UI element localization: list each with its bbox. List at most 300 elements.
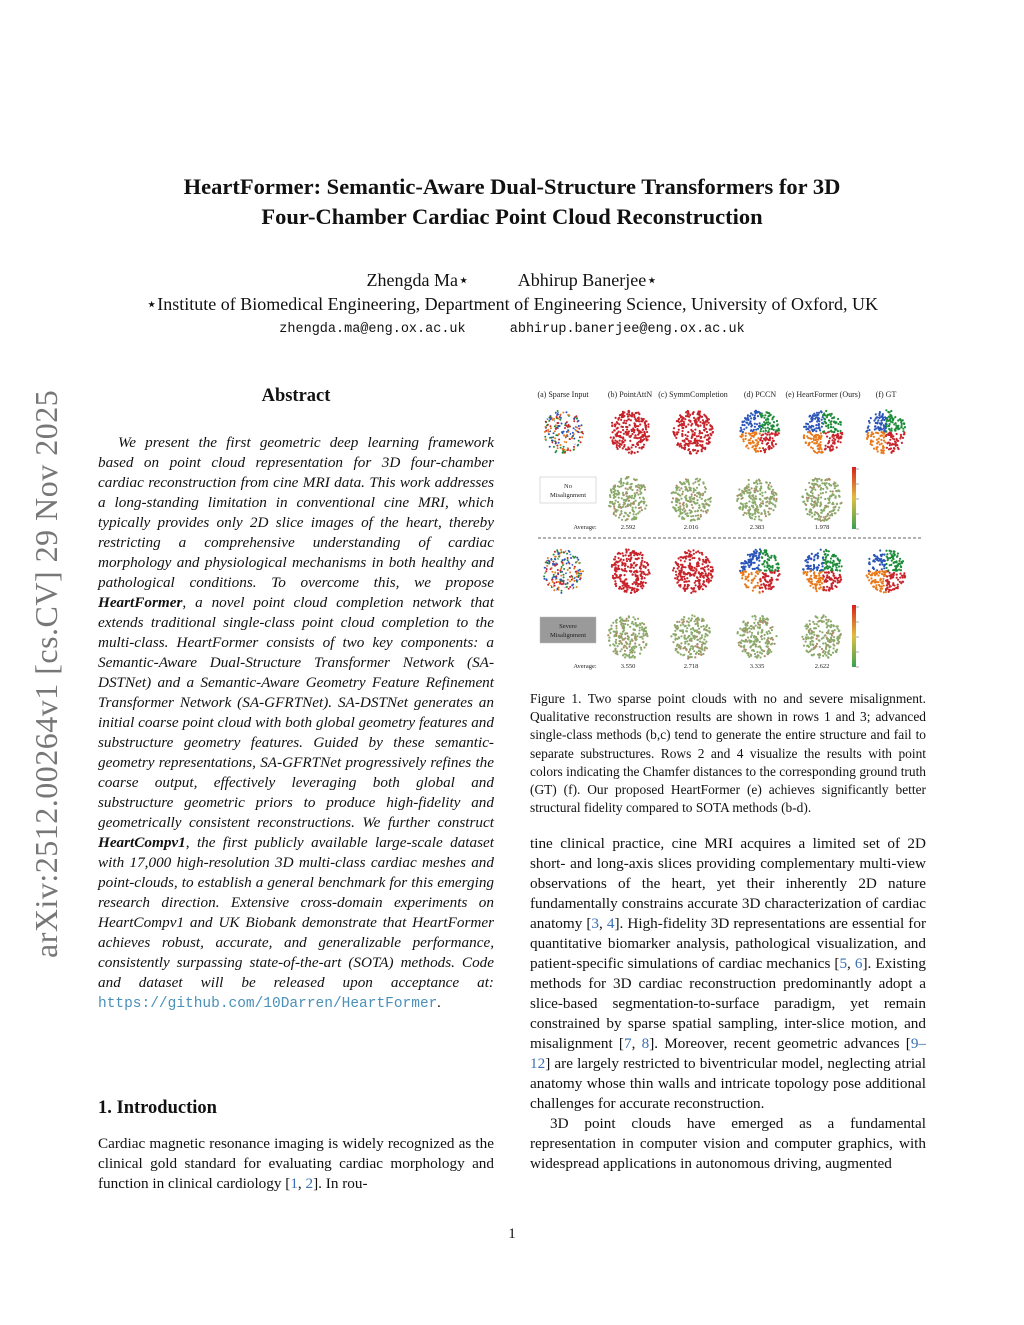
point-cloud-dot [748, 424, 750, 426]
point-cloud-dot [688, 617, 690, 619]
point-cloud-dot [576, 425, 578, 427]
point-cloud-dot [622, 654, 624, 656]
point-cloud-dot [694, 510, 696, 512]
point-cloud-dot [739, 634, 741, 636]
point-cloud-dot [619, 640, 621, 642]
point-cloud-dot [838, 560, 840, 562]
point-cloud-dot [743, 573, 745, 575]
point-cloud-dot [688, 419, 690, 421]
point-cloud-dot [702, 419, 704, 421]
point-cloud-dot [760, 584, 762, 586]
point-cloud-dot [889, 423, 891, 425]
point-cloud-dot [702, 440, 704, 442]
point-cloud-dot [773, 491, 775, 493]
point-cloud-dot [757, 585, 759, 587]
citation-link[interactable]: 4 [606, 915, 615, 932]
point-cloud-dot [697, 517, 699, 519]
point-cloud-dot [771, 437, 773, 439]
point-cloud-dot [826, 571, 828, 573]
point-cloud-dot [624, 444, 626, 446]
point-cloud-dot [775, 563, 777, 565]
point-cloud-dot [830, 490, 832, 492]
point-cloud-dot [879, 549, 881, 551]
point-cloud-dot [637, 425, 639, 427]
point-cloud-dot [830, 654, 832, 656]
point-cloud-dot [833, 647, 835, 649]
point-cloud-dot [617, 576, 619, 578]
point-cloud-dot [700, 626, 702, 628]
point-cloud-dot [625, 554, 627, 556]
point-cloud-dot [693, 417, 695, 419]
point-cloud-dot [693, 557, 695, 559]
point-cloud-dot [635, 446, 637, 448]
point-cloud-dot [761, 557, 763, 559]
point-cloud-dot [764, 513, 766, 515]
point-cloud-dot [884, 416, 886, 418]
point-cloud-dot [625, 583, 627, 585]
point-cloud-dot [709, 429, 711, 431]
point-cloud-dot [739, 570, 741, 572]
point-cloud-dot [820, 512, 822, 514]
point-cloud-dot [692, 635, 694, 637]
point-cloud-dot [576, 418, 578, 420]
point-cloud-dot [876, 432, 878, 434]
point-cloud-dot [576, 586, 578, 588]
point-cloud-dot [811, 441, 813, 443]
point-cloud-dot [815, 430, 817, 432]
point-cloud-dot [692, 412, 694, 414]
point-cloud-dot [833, 555, 835, 557]
point-cloud-dot [894, 554, 896, 556]
point-cloud-dot [833, 416, 835, 418]
point-cloud-dot [675, 509, 677, 511]
citation-link[interactable]: 6 [854, 955, 863, 972]
reconstruction-point-cloud [672, 549, 714, 594]
point-cloud-dot [706, 417, 708, 419]
point-cloud-dot [558, 552, 560, 554]
point-cloud-dot [774, 643, 776, 645]
point-cloud-dot [868, 429, 870, 431]
point-cloud-dot [646, 431, 648, 433]
citation-link[interactable]: 1 [290, 1175, 298, 1192]
point-cloud-dot [747, 636, 749, 638]
point-cloud-dot [622, 426, 624, 428]
point-cloud-dot [807, 437, 809, 439]
point-cloud-dot [612, 622, 614, 624]
point-cloud-dot [886, 553, 888, 555]
point-cloud-dot [621, 442, 623, 444]
point-cloud-dot [688, 448, 690, 450]
point-cloud-dot [695, 445, 697, 447]
point-cloud-dot [745, 576, 747, 578]
point-cloud-dot [746, 490, 748, 492]
point-cloud-dot [637, 434, 639, 436]
point-cloud-dot [547, 557, 549, 559]
point-cloud-dot [635, 500, 637, 502]
point-cloud-dot [892, 421, 894, 423]
point-cloud-dot [701, 644, 703, 646]
point-cloud-dot [636, 554, 638, 556]
point-cloud-dot [896, 555, 898, 557]
point-cloud-dot [749, 494, 751, 496]
point-cloud-dot [558, 439, 560, 441]
point-cloud-dot [808, 578, 810, 580]
point-cloud-dot [640, 485, 642, 487]
point-cloud-dot [808, 629, 810, 631]
point-cloud-dot [614, 583, 616, 585]
point-cloud-dot [706, 424, 708, 426]
point-cloud-dot [806, 650, 808, 652]
point-cloud-dot [825, 642, 827, 644]
point-cloud-dot [759, 626, 761, 628]
point-cloud-dot [761, 492, 763, 494]
point-cloud-dot [555, 575, 557, 577]
point-cloud-dot [802, 568, 804, 570]
point-cloud-dot [712, 569, 714, 571]
point-cloud-dot [690, 653, 692, 655]
point-cloud-dot [643, 498, 645, 500]
point-cloud-dot [636, 479, 638, 481]
point-cloud-dot [705, 503, 707, 505]
point-cloud-dot [613, 577, 615, 579]
point-cloud-dot [826, 416, 828, 418]
point-cloud-dot [553, 442, 555, 444]
point-cloud-dot [828, 483, 830, 485]
point-cloud-dot [643, 623, 645, 625]
point-cloud-dot [755, 549, 757, 551]
point-cloud-dot [805, 442, 807, 444]
point-cloud-dot [837, 423, 839, 425]
point-cloud-dot [569, 423, 571, 425]
point-cloud-dot [756, 570, 758, 572]
point-cloud-dot [753, 635, 755, 637]
point-cloud-dot [686, 505, 688, 507]
point-cloud-dot [750, 655, 752, 657]
point-cloud-dot [754, 501, 756, 503]
point-cloud-dot [617, 509, 619, 511]
point-cloud-dot [760, 519, 762, 521]
point-cloud-dot [697, 623, 699, 625]
point-cloud-dot [545, 426, 547, 428]
point-cloud-dot [678, 418, 680, 420]
point-cloud-dot [820, 571, 822, 573]
point-cloud-dot [680, 653, 682, 655]
point-cloud-dot [757, 567, 759, 569]
point-cloud-dot [808, 494, 810, 496]
point-cloud-dot [826, 561, 828, 563]
point-cloud-dot [625, 478, 627, 480]
citation-link[interactable]: 8 [641, 1035, 650, 1052]
point-cloud-dot [839, 575, 841, 577]
point-cloud-dot [768, 559, 770, 561]
point-cloud-dot [897, 584, 899, 586]
point-cloud-dot [683, 441, 685, 443]
point-cloud-dot [691, 500, 693, 502]
point-cloud-dot [690, 569, 692, 571]
point-cloud-dot [835, 485, 837, 487]
point-cloud-dot [696, 631, 698, 633]
point-cloud-dot [634, 645, 636, 647]
point-cloud-dot [634, 452, 636, 454]
point-cloud-dot [557, 581, 559, 583]
point-cloud-dot [636, 635, 638, 637]
point-cloud-dot [885, 431, 887, 433]
point-cloud-dot [625, 578, 627, 580]
point-cloud-dot [623, 559, 625, 561]
point-cloud-dot [636, 492, 638, 494]
point-cloud-dot [688, 550, 690, 552]
point-cloud-dot [870, 417, 872, 419]
point-cloud-dot [687, 636, 689, 638]
point-cloud-dot [677, 575, 679, 577]
point-cloud-dot [687, 435, 689, 437]
point-cloud-dot [614, 496, 616, 498]
point-cloud-dot [706, 558, 708, 560]
point-cloud-dot [692, 627, 694, 629]
text-part: , [631, 1035, 642, 1052]
point-cloud-dot [889, 575, 891, 577]
point-cloud-dot [819, 630, 821, 632]
point-cloud-dot [837, 418, 839, 420]
error-map-point-cloud [671, 478, 712, 522]
point-cloud-dot [816, 518, 818, 520]
point-cloud-dot [693, 638, 695, 640]
point-cloud-dot [831, 585, 833, 587]
point-cloud-dot [818, 564, 820, 566]
point-cloud-dot [638, 644, 640, 646]
point-cloud-dot [766, 438, 768, 440]
point-cloud-dot [833, 431, 835, 433]
point-cloud-dot [557, 410, 559, 412]
point-cloud-dot [827, 427, 829, 429]
reconstruction-point-cloud [610, 410, 650, 455]
point-cloud-dot [898, 563, 900, 565]
point-cloud-dot [892, 435, 894, 437]
point-cloud-dot [891, 433, 893, 435]
author-1: Zhengda Ma⋆ [366, 270, 470, 290]
point-cloud-dot [697, 586, 699, 588]
point-cloud-dot [680, 571, 682, 573]
point-cloud-dot [622, 555, 624, 557]
point-cloud-dot [754, 509, 756, 511]
point-cloud-dot [695, 418, 697, 420]
point-cloud-dot [896, 433, 898, 435]
point-cloud-dot [568, 561, 570, 563]
point-cloud-dot [695, 580, 697, 582]
point-cloud-dot [755, 498, 757, 500]
point-cloud-dot [626, 505, 628, 507]
point-cloud-dot [754, 615, 756, 617]
point-cloud-dot [690, 619, 692, 621]
point-cloud-dot [550, 425, 552, 427]
point-cloud-dot [875, 584, 877, 586]
point-cloud-dot [694, 615, 696, 617]
point-cloud-dot [822, 492, 824, 494]
point-cloud-dot [640, 649, 642, 651]
point-cloud-dot [824, 567, 826, 569]
point-cloud-dot [769, 482, 771, 484]
point-cloud-dot [617, 501, 619, 503]
point-cloud-dot [632, 573, 634, 575]
point-cloud-dot [820, 487, 822, 489]
point-cloud-dot [742, 431, 744, 433]
point-cloud-dot [691, 640, 693, 642]
point-cloud-dot [608, 637, 610, 639]
point-cloud-dot [814, 513, 816, 515]
point-cloud-dot [691, 633, 693, 635]
point-cloud-dot [566, 553, 568, 555]
point-cloud-dot [684, 444, 686, 446]
point-cloud-dot [698, 412, 700, 414]
point-cloud-dot [772, 509, 774, 511]
citation-link[interactable]: 3 [591, 915, 600, 932]
point-cloud-dot [680, 498, 682, 500]
point-cloud-dot [832, 573, 834, 575]
point-cloud-dot [702, 563, 704, 565]
point-cloud-dot [883, 591, 885, 593]
point-cloud-dot [632, 583, 634, 585]
point-cloud-dot [570, 557, 572, 559]
point-cloud-dot [706, 442, 708, 444]
code-link[interactable]: https://github.com/10Darren/HeartFormer [98, 996, 438, 1012]
point-cloud-dot [749, 646, 751, 648]
point-cloud-dot [672, 431, 674, 433]
point-cloud-dot [818, 423, 820, 425]
citation-link[interactable]: 7 [623, 1035, 632, 1052]
point-cloud-dot [621, 643, 623, 645]
point-cloud-dot [626, 560, 628, 562]
point-cloud-dot [677, 581, 679, 583]
point-cloud-dot [581, 424, 583, 426]
point-cloud-dot [688, 416, 690, 418]
point-cloud-dot [639, 440, 641, 442]
point-cloud-dot [705, 641, 707, 643]
point-cloud-dot [689, 559, 691, 561]
point-cloud-dot [620, 431, 622, 433]
point-cloud-dot [892, 558, 894, 560]
point-cloud-dot [748, 442, 750, 444]
point-cloud-dot [830, 430, 832, 432]
point-cloud-dot [613, 506, 615, 508]
point-cloud-dot [900, 566, 902, 568]
point-cloud-dot [553, 432, 555, 434]
point-cloud-dot [637, 618, 639, 620]
point-cloud-dot [759, 498, 761, 500]
point-cloud-dot [678, 570, 680, 572]
introduction-text [98, 1134, 494, 1194]
point-cloud-dot [776, 579, 778, 581]
point-cloud-dot [839, 421, 841, 423]
citation-link[interactable]: 2 [305, 1175, 314, 1192]
point-cloud-dot [580, 575, 582, 577]
point-cloud-dot [884, 564, 886, 566]
point-cloud-dot [688, 651, 690, 653]
point-cloud-dot [816, 569, 818, 571]
point-cloud-dot [770, 557, 772, 559]
point-cloud-dot [831, 413, 833, 415]
point-cloud-dot [768, 415, 770, 417]
point-cloud-dot [557, 447, 559, 449]
email-2: abhirup.banerjee@eng.ox.ac.uk [509, 322, 745, 337]
point-cloud-dot [706, 431, 708, 433]
point-cloud-dot [746, 652, 748, 654]
point-cloud-dot [744, 568, 746, 570]
point-cloud-dot [568, 433, 570, 435]
point-cloud-dot [762, 430, 764, 432]
point-cloud-dot [811, 516, 813, 518]
point-cloud-dot [809, 570, 811, 572]
point-cloud-dot [742, 438, 744, 440]
point-cloud-dot [825, 432, 827, 434]
point-cloud-dot [753, 555, 755, 557]
point-cloud-dot [766, 631, 768, 633]
point-cloud-dot [577, 559, 579, 561]
point-cloud-dot [811, 504, 813, 506]
point-cloud-dot [741, 639, 743, 641]
point-cloud-dot [566, 586, 568, 588]
point-cloud-dot [875, 413, 877, 415]
point-cloud-dot [816, 638, 818, 640]
point-cloud-dot [775, 635, 777, 637]
average-value: 3.550 [620, 663, 636, 670]
point-cloud-dot [695, 515, 697, 517]
point-cloud-dot [620, 510, 622, 512]
point-cloud-dot [629, 487, 631, 489]
point-cloud-dot [883, 425, 885, 427]
point-cloud-dot [743, 634, 745, 636]
point-cloud-dot [635, 506, 637, 508]
point-cloud-dot [643, 484, 645, 486]
point-cloud-dot [763, 449, 765, 451]
point-cloud-dot [685, 552, 687, 554]
point-cloud-dot [608, 639, 610, 641]
point-cloud-dot [828, 625, 830, 627]
citation-link[interactable]: 5 [839, 955, 848, 972]
point-cloud-dot [769, 627, 771, 629]
point-cloud-dot [571, 440, 573, 442]
point-cloud-dot [647, 426, 649, 428]
point-cloud-dot [633, 581, 635, 583]
point-cloud-dot [569, 580, 571, 582]
point-cloud-dot [762, 576, 764, 578]
point-cloud-dot [620, 483, 622, 485]
point-cloud-dot [631, 413, 633, 415]
point-cloud-dot [815, 616, 817, 618]
point-cloud-dot [673, 427, 675, 429]
point-cloud-dot [641, 447, 643, 449]
citation-link[interactable]: 9–12 [530, 1035, 926, 1072]
point-cloud-dot [674, 630, 676, 632]
point-cloud-dot [751, 649, 753, 651]
point-cloud-dot [685, 425, 687, 427]
point-cloud-dot [819, 505, 821, 507]
point-cloud-dot [904, 426, 906, 428]
point-cloud-dot [816, 412, 818, 414]
point-cloud-dot [903, 572, 905, 574]
point-cloud-dot [771, 629, 773, 631]
point-cloud-dot [621, 648, 623, 650]
point-cloud-dot [745, 438, 747, 440]
row-label: Severe [559, 623, 577, 630]
point-cloud-dot [899, 577, 901, 579]
point-cloud-dot [817, 625, 819, 627]
point-cloud-dot [887, 569, 889, 571]
point-cloud-dot [757, 582, 759, 584]
point-cloud-dot [821, 419, 823, 421]
point-cloud-dot [610, 489, 612, 491]
point-cloud-dot [634, 618, 636, 620]
point-cloud-dot [557, 569, 559, 571]
